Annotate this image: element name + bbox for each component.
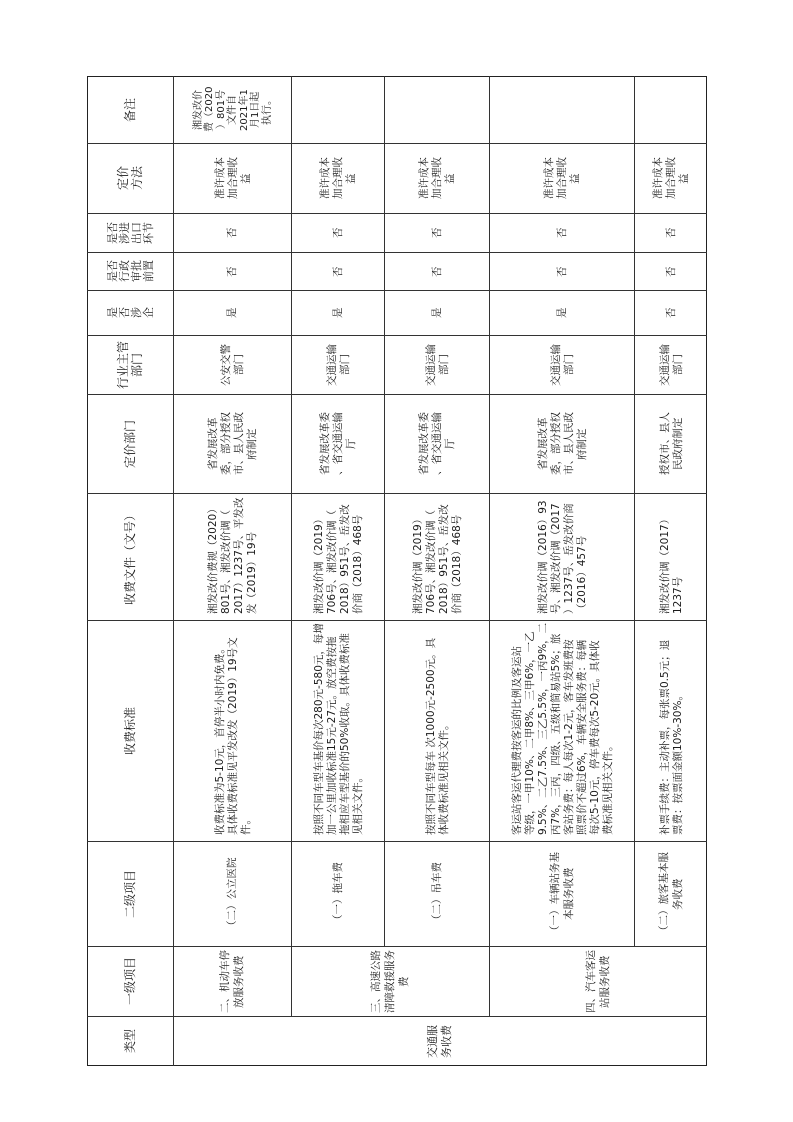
table-rule (173, 1016, 174, 1066)
level1-cell: 站服务收费 (599, 955, 611, 1008)
industry-dept-cell: 部门 (338, 354, 351, 375)
header-pricing-method: 定价 (116, 165, 130, 190)
table-rule (87, 493, 707, 494)
standard-cell: 票费：按票面金额10%-30%。 (671, 690, 684, 835)
pricing-dept-cell: 省发展改革 (536, 417, 549, 470)
table-rule (87, 620, 707, 621)
pricing-method-cell: 益 (569, 173, 581, 184)
document-cell: ）1237号、岳发改价商 (562, 503, 575, 614)
table-rule (87, 213, 707, 214)
document-cell: 706号、湘发改价调（ (325, 509, 338, 614)
pricing-dept-cell: 、省交通运输 (332, 412, 344, 475)
header-pricing-method: 方法 (130, 165, 144, 190)
header-involves-enterprise: 是 (106, 307, 119, 318)
level1-cell: 费 (398, 976, 410, 987)
standard-cell: 客运站客运代理费按客运的比例及客运站 (510, 646, 523, 835)
pricing-method-cell: 益 (239, 173, 252, 184)
standard-cell: 补票手续费：主动补票，每张票0.5元；退 (658, 639, 671, 835)
document-cell: 湘发改价调（2017） (658, 513, 671, 614)
header-involves-enterprise: 企 (142, 307, 155, 318)
header-industry-dept: 行业主管 (116, 340, 130, 389)
admin-approval-cell: 否 (555, 266, 568, 277)
involves-enterprise-cell: 是 (331, 307, 344, 318)
table-rule (87, 335, 707, 336)
table-rule (87, 143, 707, 144)
document-cell: 价商（2018）468号 (351, 514, 364, 614)
pricing-dept-cell: 省发展改革委 (418, 412, 430, 475)
fee-table-grid (87, 76, 707, 1066)
pricing-method-cell: 加合理收 (431, 157, 443, 199)
level1-cell: 二、机动车停 (219, 949, 231, 1013)
industry-dept-cell: 交通运输 (325, 343, 338, 386)
standard-cell: 丙7%，三丙，四级、五级和简易站5%；旅 (549, 633, 562, 835)
pricing-method-cell: 准许成本 (543, 157, 555, 199)
level2-cell: 务收费 (671, 878, 684, 910)
remark-cell: 文件自 (227, 94, 239, 125)
admin-approval-cell: 否 (226, 266, 238, 277)
header-pricing-dept: 定价部门 (123, 419, 137, 468)
standard-cell: 件。 (239, 814, 252, 835)
standard-cell: 加一公里加收标准15元-27元。放空费按拖 (325, 636, 338, 835)
level2-cell: （一）拖车费 (331, 862, 344, 925)
header-exit-link: 是否 (106, 221, 119, 244)
header-involves-enterprise: 涉 (130, 307, 143, 318)
standard-cell: 费标准见相关文件。 (601, 740, 614, 835)
header-admin-approval: 前置 (142, 260, 155, 282)
document-cell: 湘发改价调（2019） (312, 513, 325, 614)
document-cell: （2016）457号 (575, 535, 588, 614)
pricing-method-cell: 准许成本 (652, 157, 664, 199)
level1-cell: 清障救援服务 (384, 949, 396, 1013)
header-industry-dept: 部门 (130, 352, 144, 377)
standard-cell: 每次5-10元，停车费每次5-20元。具体收 (588, 640, 601, 835)
industry-dept-cell: 公安交警 (220, 343, 232, 386)
exit-link-cell: 否 (331, 227, 344, 238)
admin-approval-cell: 否 (430, 266, 443, 277)
pricing-dept-cell: 厅 (444, 438, 456, 449)
standard-cell: 照票价不超过6%，车辆安全服务费：每辆 (575, 639, 588, 835)
exit-link-cell: 否 (555, 227, 568, 238)
level2-cell: （二）公立医院 (226, 857, 238, 931)
level2-cell: 本服务收费 (562, 867, 575, 920)
standard-cell: 收费标准为5-10元，首停半小时内免费。 (213, 643, 226, 835)
header-remark: 备注 (123, 97, 137, 122)
involves-enterprise-cell: 否 (664, 307, 677, 318)
header-document: 收费文件（文号） (123, 508, 137, 605)
remark-cell: 执行。 (261, 94, 273, 125)
industry-dept-cell: 部门 (562, 354, 575, 375)
industry-dept-cell: 部门 (233, 354, 245, 375)
industry-dept-cell: 部门 (671, 354, 684, 375)
remark-cell: ）801号 (215, 89, 227, 129)
document-cell: 801号、湘发改价调（ (220, 509, 232, 614)
standard-cell: 见相关文件。 (351, 772, 364, 835)
document-cell: 2017）1237号、平发改 (233, 497, 245, 614)
level1-cell: 放服务收费 (233, 955, 245, 1008)
pricing-method-cell: 益 (678, 173, 690, 184)
industry-dept-cell: 交通运输 (549, 343, 562, 386)
remark-cell: 2021年1 (238, 88, 250, 131)
header-involves-enterprise: 否 (118, 307, 131, 318)
involves-enterprise-cell: 是 (226, 307, 238, 318)
document-cell: 706号、湘发改价调（ (424, 509, 437, 614)
document-cell: 湘发改价调（2016）93 (536, 500, 549, 614)
pricing-dept-cell: 委，部分授权 (220, 412, 232, 475)
category-cell: 务收费 (440, 1024, 453, 1058)
pricing-method-cell: 加合理收 (665, 157, 677, 199)
standard-cell: 具体收费标准见平发改发（2019）19号文 (226, 637, 239, 835)
table-rule (87, 252, 707, 253)
standard-cell: 拖相应车型基价的50%收取。具体收费标准 (338, 633, 351, 835)
standard-cell: 9.5%、二乙7.5%、三乙5.5%，一丙9%，二 (536, 622, 549, 835)
pricing-dept-cell: 府制定 (246, 428, 258, 460)
table-rule (87, 946, 707, 947)
standard-cell: 按照不同车型车基价每次280元-580元，每增 (312, 623, 325, 835)
pricing-method-cell: 准许成本 (319, 157, 331, 199)
pricing-dept-cell: 厅 (345, 438, 357, 449)
table-rule (634, 76, 635, 946)
industry-dept-cell: 交通运输 (658, 343, 671, 386)
document-cell: 湘发改价调（2019） (411, 513, 424, 614)
pricing-method-cell: 加合理收 (332, 157, 344, 199)
level1-cell: 四、汽车客运 (585, 949, 597, 1013)
pricing-dept-cell: 省发展改革 (207, 417, 219, 470)
industry-dept-cell: 交通运输 (424, 343, 437, 386)
pricing-dept-cell: 、省交通运输 (431, 412, 443, 475)
table-rule (87, 841, 707, 842)
level2-cell: （二）旅客基本服 (657, 851, 670, 936)
involves-enterprise-cell: 是 (430, 307, 443, 318)
level2-cell: （一）车辆站务基 (548, 851, 561, 936)
exit-link-cell: 否 (664, 227, 677, 238)
pricing-method-cell: 准许成本 (418, 157, 430, 199)
pricing-method-cell: 加合理收 (226, 157, 239, 199)
header-type: 类型 (123, 1028, 137, 1053)
involves-enterprise-cell: 是 (555, 307, 568, 318)
level1-cell: 三、高速公路 (370, 949, 382, 1013)
document-cell: 价商（2018）468号 (450, 514, 463, 614)
pricing-dept-cell: 市、县人民政 (562, 412, 575, 475)
standard-cell: 按照不同车型每车 次1000元-2500元。具 (424, 637, 437, 835)
header-admin-approval: 行政 (118, 260, 131, 282)
pricing-method-cell: 益 (345, 173, 357, 184)
header-admin-approval: 是否 (106, 260, 119, 282)
remark-cell: 月1日起 (250, 91, 262, 128)
document-cell: 1237号 (671, 576, 684, 614)
table-rule (489, 76, 490, 1016)
pricing-method-cell: 加合理收 (556, 157, 568, 199)
admin-approval-cell: 否 (664, 266, 677, 277)
standard-cell: 客站务费：每人每次1-2元，客车发班费按 (562, 639, 575, 835)
standard-cell: 体收费标准见相关文件。 (437, 719, 450, 835)
pricing-method-cell: 益 (444, 173, 456, 184)
header-admin-approval: 审批 (130, 260, 143, 282)
table-rule (87, 394, 707, 395)
pricing-method-cell: 准许成本 (213, 157, 226, 199)
header-level1: 一级项目 (123, 956, 137, 1005)
level2-cell: （二）吊车费 (430, 862, 443, 925)
remark-cell: 湘发改价 (192, 89, 204, 130)
document-cell: 发（2019）19号 (246, 531, 258, 614)
exit-link-cell: 否 (430, 227, 443, 238)
industry-dept-cell: 部门 (437, 354, 450, 375)
header-exit-link: 环节 (142, 221, 155, 244)
document-cell: 号、湘发改价调（2017 (549, 503, 562, 614)
table-rule (173, 76, 174, 1016)
table-rule (87, 290, 707, 291)
exit-link-cell: 否 (226, 227, 238, 238)
header-exit-link: 出口 (130, 221, 143, 244)
standard-cell: 等级，一甲10%、二甲8%、三甲6%，一乙 (523, 631, 536, 835)
document-cell: 2018）951号、岳发改 (338, 504, 351, 614)
document-cell: 湘发改价费规（2020） (207, 503, 219, 614)
header-standard: 收费标准 (123, 706, 137, 755)
table-rule (291, 76, 292, 1016)
pricing-dept-cell: 授权市、县人 (658, 412, 671, 475)
document-cell: 2018）951号、岳发改 (437, 504, 450, 614)
admin-approval-cell: 否 (331, 266, 344, 277)
table-rule (384, 76, 385, 946)
pricing-dept-cell: 委，部分授权 (549, 412, 562, 475)
pricing-dept-cell: 民政府制定 (671, 417, 684, 470)
pricing-dept-cell: 市、县人民政 (233, 412, 245, 475)
table-rule (87, 1016, 707, 1017)
pricing-dept-cell: 省发展改革委 (319, 412, 331, 475)
header-level2: 二级项目 (123, 869, 137, 918)
category-cell: 交通服 (426, 1024, 439, 1058)
header-exit-link: 涉进 (118, 221, 131, 244)
pricing-dept-cell: 府制定 (575, 428, 588, 460)
remark-cell: 费（2020 (204, 86, 216, 132)
